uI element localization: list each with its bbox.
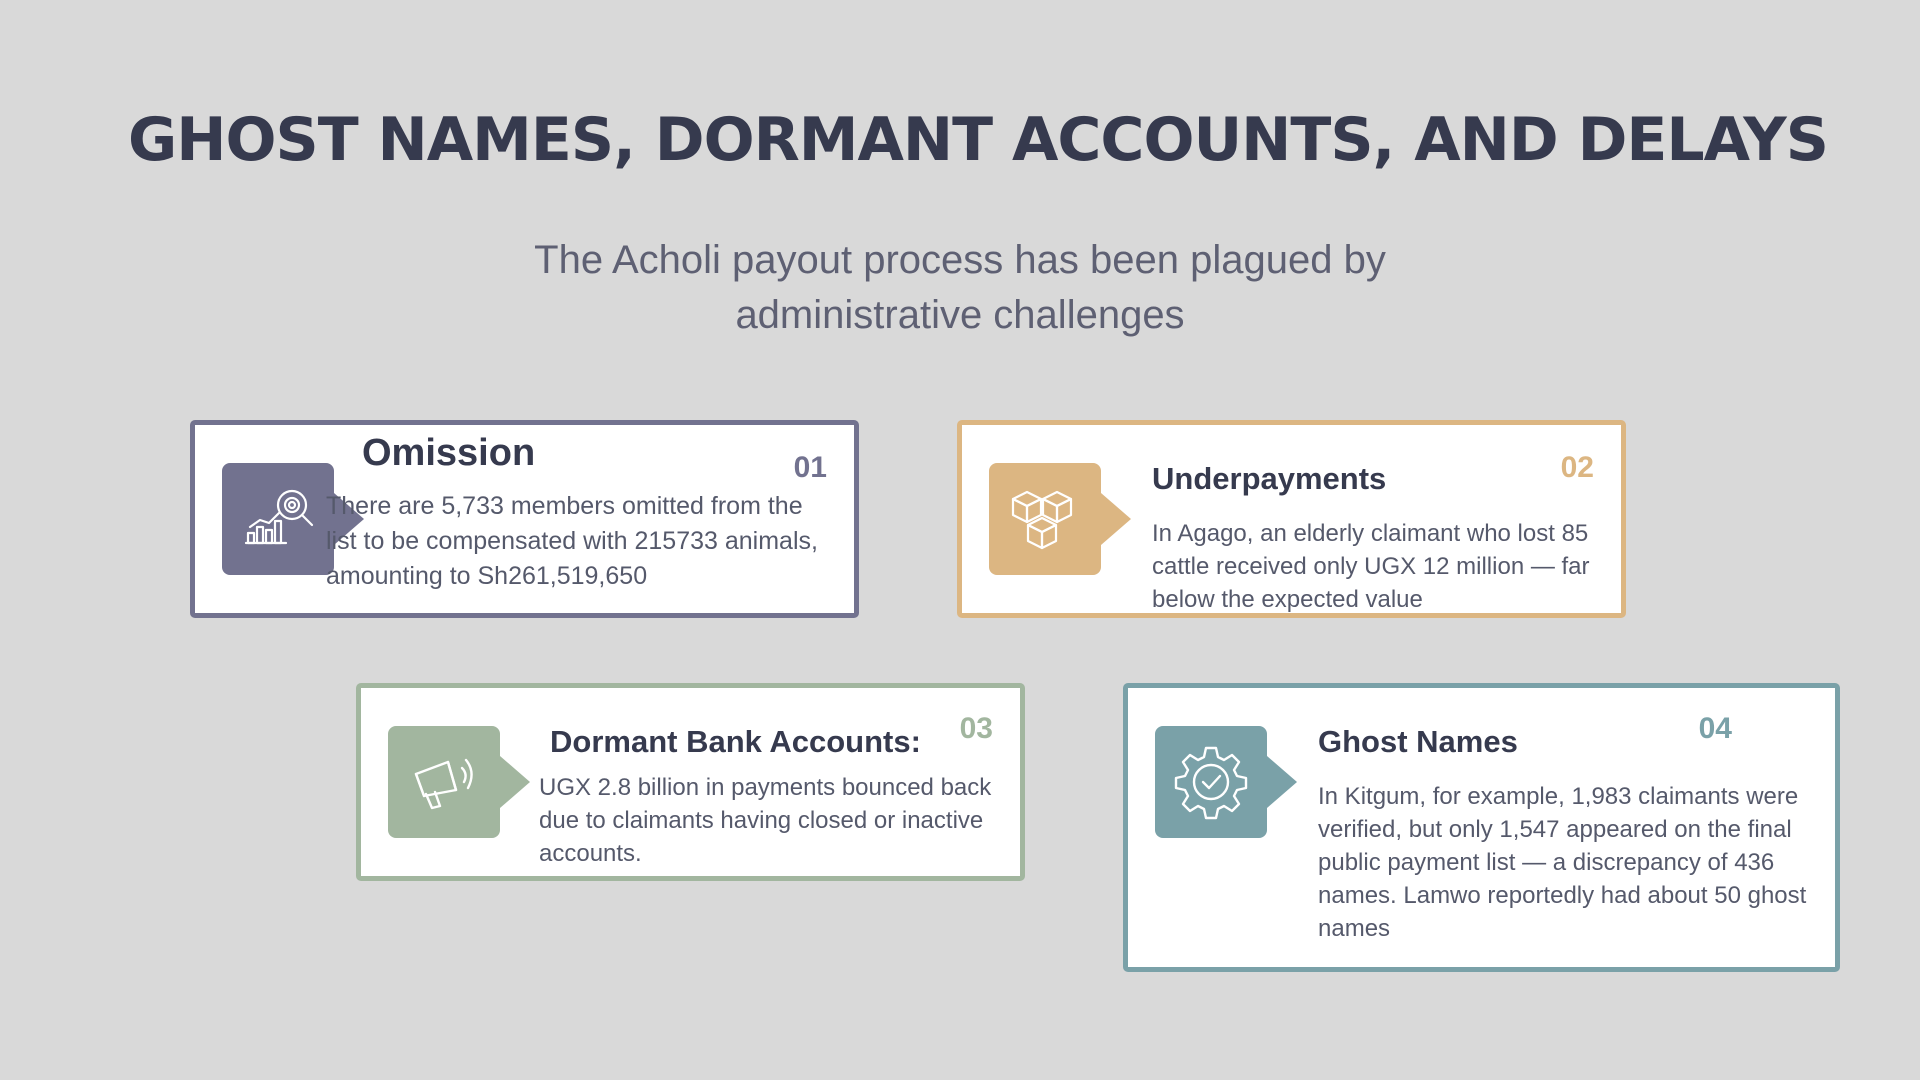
card-omission (190, 420, 859, 618)
card-number: 04 (1698, 712, 1732, 745)
card-underpayments (957, 420, 1626, 618)
card-number: 03 (959, 712, 993, 745)
card-number: 01 (793, 451, 827, 484)
gear-check-icon (1155, 726, 1267, 838)
card-body: In Kitgum, for example, 1,983 claimants were verified, but only 1,547 appeared on the final public payment list — a discrepancy of 436 names. Lamwo reportedly had about 50 ghost names (1318, 783, 1807, 942)
slide-subtitle: The Acholi payout process has been plagued by administrative challenges (534, 238, 1386, 337)
card-body: UGX 2.8 billion in payments bounced back due to claimants having closed or inactive accounts. (539, 774, 992, 867)
card-ghost-names (1123, 683, 1840, 972)
card-heading: Ghost Names (1318, 724, 1518, 759)
boxes-icon (989, 463, 1101, 575)
card-heading: Underpayments (1152, 461, 1387, 496)
card-heading: Omission (362, 432, 536, 474)
card-dormant-accounts (356, 683, 1025, 881)
slide-title: GHOST NAMES, DORMANT ACCOUNTS, AND DELAYS (128, 105, 1828, 175)
card-body: In Agago, an elderly claimant who lost 85 cattle received only UGX 12 million — far below the expected value (1152, 520, 1590, 613)
megaphone-icon (388, 726, 500, 838)
card-heading: Dormant Bank Accounts: (550, 724, 921, 759)
card-number: 02 (1560, 451, 1594, 484)
card-body: There are 5,733 members omitted from the list to be compensated with 215733 animals, amounting to Sh261,519,650 (326, 492, 818, 590)
chart-magnifier-icon (222, 463, 334, 575)
